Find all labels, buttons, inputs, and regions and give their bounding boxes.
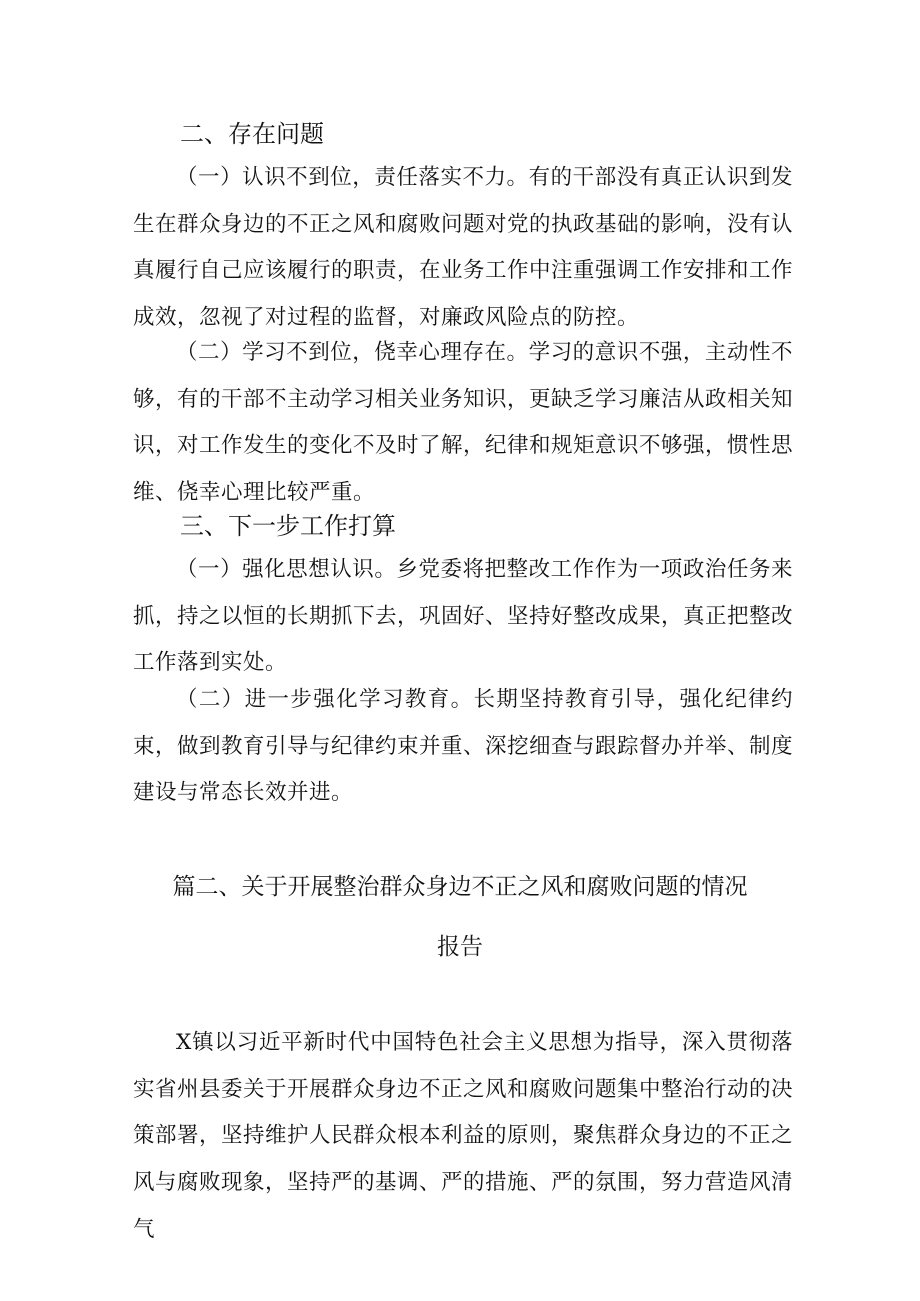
paragraph-next-step-1: （一）强化思想认识。乡党委将把整改工作作为一项政治任务来抓，持之以恒的长期抓下去，巩固好、坚持好整改成果，真正把整改工作落到实处。 [133, 557, 794, 676]
paragraph-report-intro: X镇以习近平新时代中国特色社会主义思想为指导，深入贯彻落实省州县委关于开展群众身边不正之风和腐败问题集中整治行动的决策部署，坚持维护人民群众根本利益的原则，聚焦群众身边的不正之风与腐败现象，坚持严的基调、严的措施、严的氛围，努力营造风清气 [133, 1030, 794, 1242]
section-heading-problems: 二、存在问题 [180, 120, 324, 148]
paragraph-problem-2: （二）学习不到位，侥幸心理存在。学习的意识不强，主动性不够，有的干部不主动学习相关业务知识，更缺乏学习廉洁从政相关知识，对工作发生的变化不及时了解，纪律和规矩意识不够强，惯性思维、侥幸心理比较严重。 [133, 340, 794, 506]
article-title-line-2: 报告 [437, 934, 483, 960]
paragraph-next-step-2: （二）进一步强化学习教育。长期坚持教育引导，强化纪律约束，做到教育引导与纪律约束并重、深挖细查与跟踪督办并举、制度建设与常态长效并进。 [133, 687, 794, 806]
article-title-line-1: 篇二、关于开展整治群众身边不正之风和腐败问题的情况 [172, 874, 748, 900]
section-heading-next-steps: 三、下一步工作打算 [180, 512, 396, 540]
paragraph-problem-1: （一）认识不到位，责任落实不力。有的干部没有真正认识到发生在群众身边的不正之风和腐败问题对党的执政基础的影响，没有认真履行自己应该履行的职责，在业务工作中注重强调工作安排和工作成效，忽视了对过程的监督，对廉政风险点的防控。 [133, 165, 794, 331]
